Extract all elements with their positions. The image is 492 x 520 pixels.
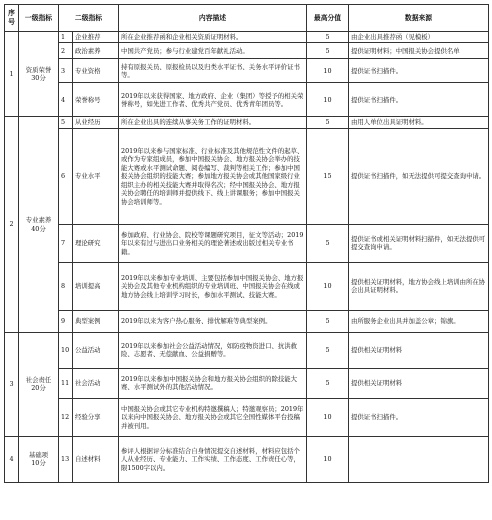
item-name: 政治素养 [73, 43, 119, 59]
item-index: 4 [59, 83, 73, 117]
item-max-score: 10 [307, 262, 349, 310]
item-index: 2 [59, 43, 73, 59]
item-name: 专业资格 [73, 59, 119, 83]
item-index: 6 [59, 128, 73, 224]
table-row [5, 262, 489, 310]
group-category: 基础项 10分 [19, 436, 59, 482]
item-name: 理论研究 [73, 224, 119, 262]
item-max-score: 10 [307, 398, 349, 436]
header-cat1: 一级指标 [19, 5, 59, 32]
item-description: 2019年以来为客户热心服务、排忧解难等典型案例。 [119, 310, 307, 332]
item-name: 自述材料 [73, 436, 119, 482]
item-description: 2019年以来参与国家标准、行业标准及其他规范性文件的起草、或作为专家组成员，参加中国报关协会、地方报关协会举办的技能大赛或水平测试命题、阅卷编写、裁判等相关工作；参加中国报关协会组织的技能大赛；参加地方报关协会或其他国家级行业组织主办的相关技能大赛并取得名次；经中国报关协会、地方报关协会聘任的培训师并提供线下、线上讲课服务；参加中国报关协会培训师等。 [119, 128, 307, 224]
item-max-score: 5 [307, 43, 349, 59]
item-name: 从业经历 [73, 117, 119, 128]
group-category: 资质荣誉 30分 [19, 32, 59, 117]
header-max: 最高分值 [307, 5, 349, 32]
table-row [5, 32, 489, 43]
header-seq: 序号 [5, 5, 19, 32]
table-row [5, 128, 489, 224]
item-description: 2019年以来参加中国报关协会和地方报关协会组织的除技能大赛、水平测试外的其他活动情况。 [119, 368, 307, 398]
table-row [5, 368, 489, 398]
item-description: 所在企业出具的连续从事关务工作的证明材料。 [119, 117, 307, 128]
item-data-source: 提供证书扫描件，如无法提供可提交查询申请。 [349, 128, 489, 224]
group-category: 专业素养 40分 [19, 117, 59, 332]
item-data-source: 提供相关证明材料 [349, 332, 489, 368]
table-row [5, 83, 489, 117]
item-name: 经验分享 [73, 398, 119, 436]
item-max-score: 5 [307, 368, 349, 398]
item-data-source: 提供证书扫描件。 [349, 83, 489, 117]
item-data-source: 提供证明材料；中国报关协会提供名单 [349, 43, 489, 59]
item-data-source: 提供相关证明材料 [349, 368, 489, 398]
item-index: 11 [59, 368, 73, 398]
item-name: 公益活动 [73, 332, 119, 368]
item-data-source: 提供证书扫描件。 [349, 59, 489, 83]
item-index: 5 [59, 117, 73, 128]
header-source: 数据来源 [349, 5, 489, 32]
item-description: 2019年以来参加社会公益活动情况，如防疫物资进口、抗洪救险、志愿者、无偿献血、公益捐赠等。 [119, 332, 307, 368]
item-name: 专业水平 [73, 128, 119, 224]
item-data-source [349, 436, 489, 482]
item-index: 7 [59, 224, 73, 262]
table-header-row [5, 5, 489, 32]
table-row [5, 117, 489, 128]
item-name: 荣誉称号 [73, 83, 119, 117]
item-description: 中国报关协会或其它专业机构特邀撰稿人；特邀观察员；2019年以来向中国报关协会、地方报关协会或其它全国性媒体平台投稿并被刊用。 [119, 398, 307, 436]
group-seq: 3 [5, 332, 19, 436]
item-description: 中国共产党员；参与行业建党百年献礼活动。 [119, 43, 307, 59]
item-index: 3 [59, 59, 73, 83]
item-description: 参评人根据评分标准结合自身情况提交自述材料，材料应包括个人从业经历、专业能力、工作实绩、工作态度、工作责任心等，限1500字以内。 [119, 436, 307, 482]
item-description: 持有原报关员、原报检员以及归类水平证书、关务水平评价证书等。 [119, 59, 307, 83]
item-data-source: 提供证书或相关证明材料扫描件，如无法提供可提交查询申请。 [349, 224, 489, 262]
item-index: 9 [59, 310, 73, 332]
item-index: 10 [59, 332, 73, 368]
item-data-source: 由所服务企业出具并加盖公章；锦旗。 [349, 310, 489, 332]
item-index: 8 [59, 262, 73, 310]
item-data-source: 提供相关证明材料，地方协会线上培训由所在协会出具证明材料。 [349, 262, 489, 310]
group-seq: 4 [5, 436, 19, 482]
group-seq: 1 [5, 32, 19, 117]
item-index: 13 [59, 436, 73, 482]
table-row [5, 224, 489, 262]
item-data-source: 提供证书扫描件。 [349, 398, 489, 436]
group-category: 社会责任 20分 [19, 332, 59, 436]
table-row [5, 310, 489, 332]
group-seq: 2 [5, 117, 19, 332]
item-description: 所在企业推荐函和企业相关资质证明材料。 [119, 32, 307, 43]
item-description: 参加政府、行业协会、院校等课题研究项目，征文等活动；2019年以来有过与进出口业务相关的理论著述或出版过相关专业书籍。 [119, 224, 307, 262]
item-max-score: 10 [307, 59, 349, 83]
item-name: 培训提高 [73, 262, 119, 310]
table-row [5, 398, 489, 436]
item-max-score: 10 [307, 436, 349, 482]
header-cat2: 二级指标 [59, 5, 119, 32]
table-row [5, 43, 489, 59]
table-row [5, 59, 489, 83]
scoring-criteria-table [4, 4, 489, 483]
item-description: 2019年以来获得国家、地方政府、企业（集团）等授予的相关荣誉称号，如先进工作者、优秀共产党员、优秀青年团员等。 [119, 83, 307, 117]
item-max-score: 5 [307, 310, 349, 332]
item-name: 典型案例 [73, 310, 119, 332]
item-data-source: 由用人单位出具证明材料。 [349, 117, 489, 128]
table-row [5, 332, 489, 368]
item-max-score: 10 [307, 83, 349, 117]
table-row [5, 436, 489, 482]
header-desc: 内容描述 [119, 5, 307, 32]
item-max-score: 5 [307, 32, 349, 43]
item-max-score: 5 [307, 117, 349, 128]
item-description: 2019年以来参加专业培训、主要包括参加中国报关协会、地方报关协会及其他专业机构组织的专业培训班、中国报关协会在线或地方协会线上培训学习时长，参加水平测试、技能大赛。 [119, 262, 307, 310]
item-max-score: 15 [307, 128, 349, 224]
item-index: 12 [59, 398, 73, 436]
item-data-source: 由企业出具推荐函（见模板） [349, 32, 489, 43]
item-name: 社会活动 [73, 368, 119, 398]
item-max-score: 5 [307, 332, 349, 368]
item-max-score: 5 [307, 224, 349, 262]
table-body [5, 32, 489, 483]
item-index: 1 [59, 32, 73, 43]
item-name: 企业推荐 [73, 32, 119, 43]
